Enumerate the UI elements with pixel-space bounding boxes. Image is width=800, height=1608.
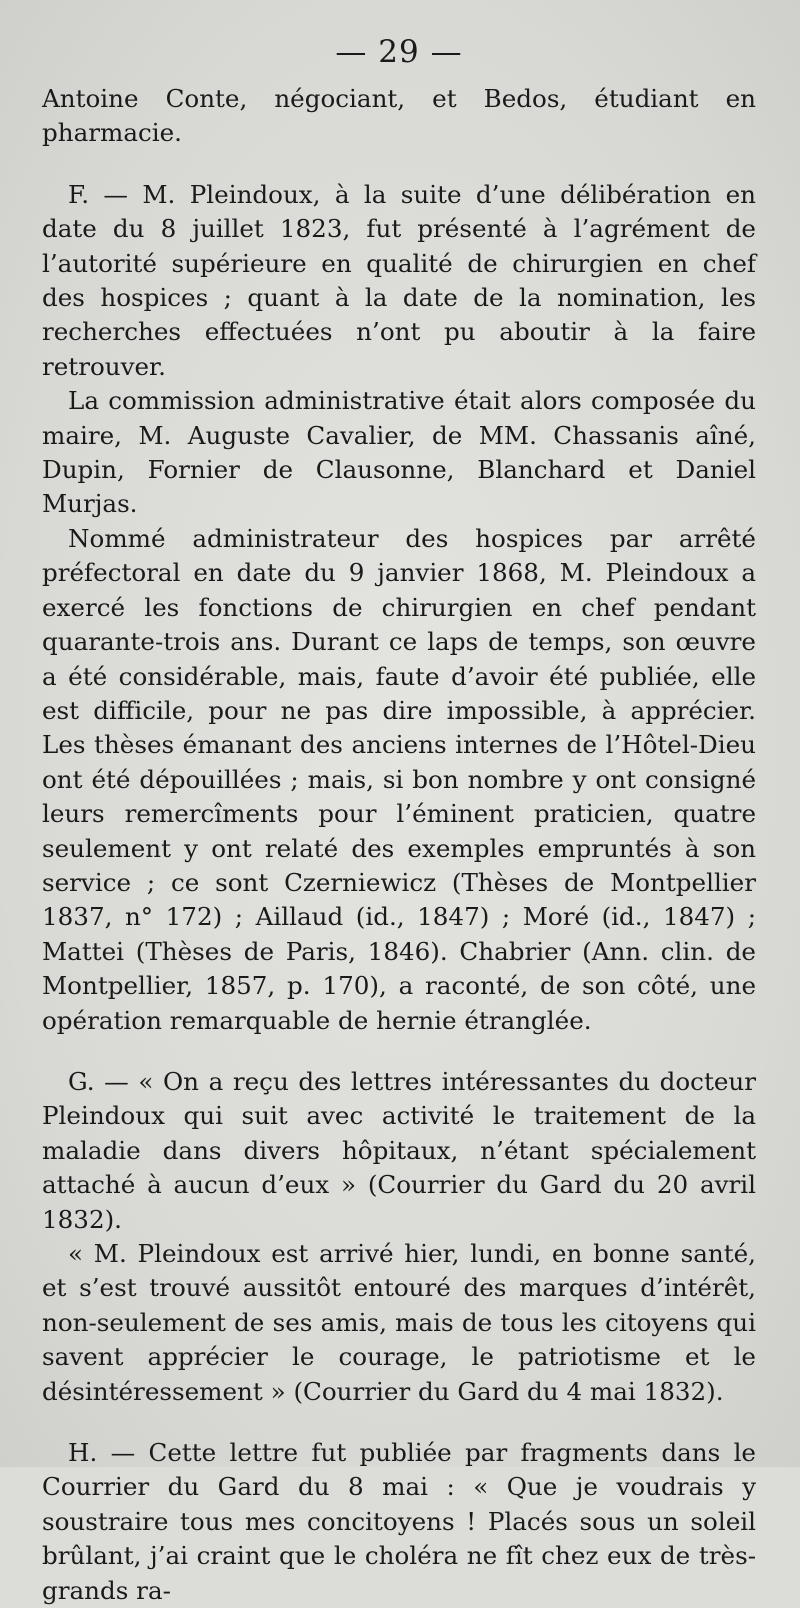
- paragraph-section-f: F. — M. Pleindoux, à la suite d’une délibération en date du 8 juillet 1823, fut présenté à l’agrément de l’autorité supérieure en qualité de chirurgien en chef des hospices ; quant à la date de la nomination, les recherches effectuées n’ont pu aboutir à la faire retrouver.: [42, 179, 756, 381]
- paragraph-quote-arrival: « M. Pleindoux est arrivé hier, lundi, en bonne santé, et s’est trouvé aussitôt entouré des marques d’intérêt, non-seulement de ses amis, mais de tous les citoyens qui savent apprécier le courage, le patriotisme et le désintéressement » (Courrier du Gard du 4 mai 1832).: [42, 1239, 756, 1406]
- paragraph-section-g: G. — « On a reçu des lettres intéressantes du docteur Pleindoux qui suit avec activité le traitement de la maladie dans divers hôpitaux, n’étant spécialement attaché à aucun d’eux » (Courrier du Gard du 20 avril 1832).: [42, 1066, 756, 1234]
- paragraph-continuation: Antoine Conte, négociant, et Bedos, étudiant en pharmacie.: [42, 84, 756, 148]
- paragraph-section-h: H. — Cette lettre fut publiée par fragments dans le Courrier du Gard du 8 mai : « Que je voudrais y soustraire tous mes concitoyens ! Placés sous un soleil brûlant, j’ai craint que le choléra ne fît chez eux de très-grands ra-: [42, 1438, 756, 1605]
- paragraph-commission: La commission administrative était alors composée du maire, M. Auguste Cavalier, de MM. Chassanis aîné, Dupin, Fornier de Clausonne, Blanchard et Daniel Murjas.: [42, 386, 756, 519]
- paragraph-administrator: Nommé administrateur des hospices par arrêté préfectoral en date du 9 janvier 1868, M. Pleindoux a exercé les fonctions de chirurgien en chef pendant quarante-trois ans. Durant ce laps de temps, son œuvre a été considérable, mais, faute d’avoir été publiée, elle est difficile, pour ne pas dire impossible, à apprécier. Les thèses émanant des anciens internes de l’Hôtel-Dieu ont été dépouillées ; mais, si bon nombre y ont consigné leurs remercîments pour l’éminent praticien, quatre seulement y ont relaté des exemples empruntés à son service ; ce sont Czerniewicz (Thèses de Montpellier 1837, n° 172) ; Aillaud (id., 1847) ; Moré (id., 1847) ; Mattei (Thèses de Paris, 1846). Chabrier (Ann. clin. de Montpellier, 1857, p. 170), a raconté, de son côté, une opération remarquable de hernie étranglée.: [42, 523, 756, 1035]
- page-number: — 29 —: [335, 34, 463, 70]
